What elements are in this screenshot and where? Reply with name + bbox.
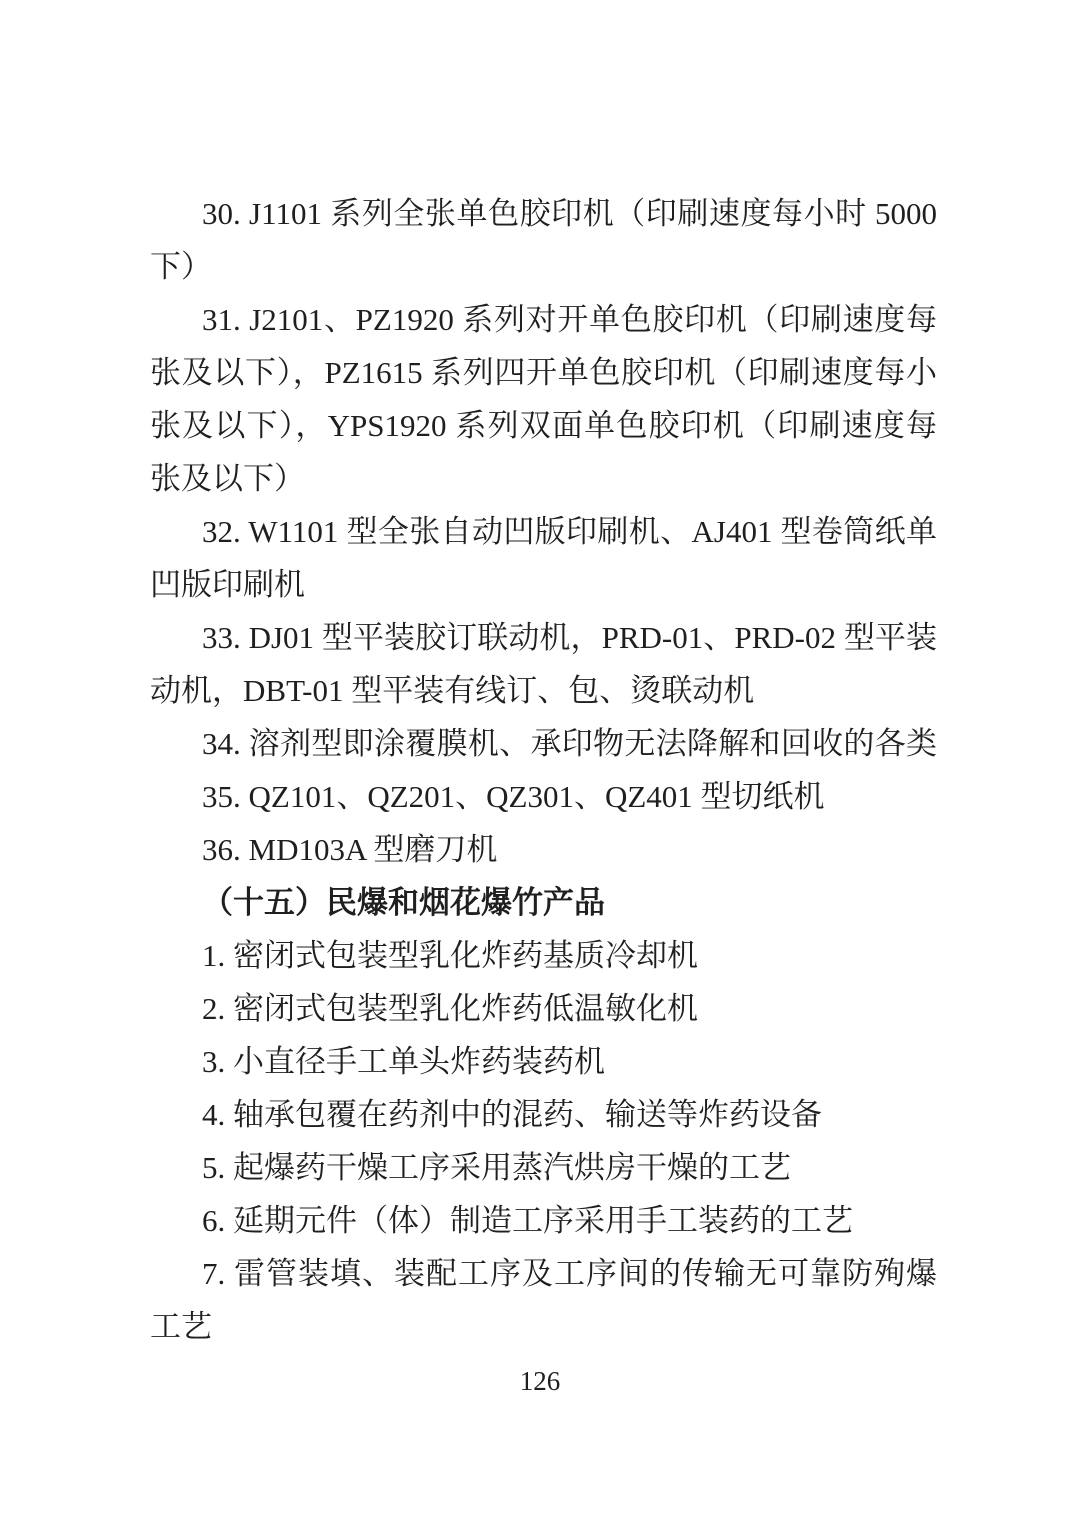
text-line: 工艺: [150, 1309, 212, 1344]
text-line: 下）: [150, 249, 212, 284]
text-line: 4. 轴承包覆在药剂中的混药、输送等炸药设备: [202, 1097, 822, 1132]
text-line: 张及以下），YPS1920 系列双面单色胶印机（印刷速度每: [150, 408, 937, 443]
text-line: 3. 小直径手工单头炸药装药机: [202, 1044, 605, 1079]
text-line: 5. 起爆药干燥工序采用蒸汽烘房干燥的工艺: [202, 1150, 791, 1185]
text-line: 36. MD103A 型磨刀机: [202, 832, 498, 867]
text-line: 30. J1101 系列全张单色胶印机（印刷速度每小时 5000: [202, 196, 937, 231]
text-line: 张及以下），PZ1615 系列四开单色胶印机（印刷速度每小: [150, 355, 937, 390]
text-line: 2. 密闭式包装型乳化炸药低温敏化机: [202, 991, 698, 1026]
text-line: 动机，DBT-01 型平装有线订、包、烫联动机: [150, 673, 755, 708]
text-line: 6. 延期元件（体）制造工序采用手工装药的工艺: [202, 1203, 853, 1238]
text-line: 张及以下）: [150, 461, 305, 496]
text-line: 31. J2101、PZ1920 系列对开单色胶印机（印刷速度每: [202, 302, 937, 337]
page-number: 126: [519, 1366, 561, 1396]
document-body: [150, 187, 937, 1353]
text-line: 32. W1101 型全张自动凹版印刷机、AJ401 型卷筒纸单: [202, 514, 937, 549]
text-line: 35. QZ101、QZ201、QZ301、QZ401 型切纸机: [202, 779, 825, 814]
text-line: 1. 密闭式包装型乳化炸药基质冷却机: [202, 938, 698, 973]
text-line: 凹版印刷机: [150, 567, 305, 602]
section-heading: （十五）民爆和烟花爆竹产品: [202, 885, 605, 920]
text-line: 34. 溶剂型即涂覆膜机、承印物无法降解和回收的各类: [202, 726, 937, 761]
text-line: 7. 雷管装填、装配工序及工序间的传输无可靠防殉爆: [202, 1256, 937, 1291]
text-line: 33. DJ01 型平装胶订联动机，PRD-01、PRD-02 型平装: [202, 620, 937, 655]
